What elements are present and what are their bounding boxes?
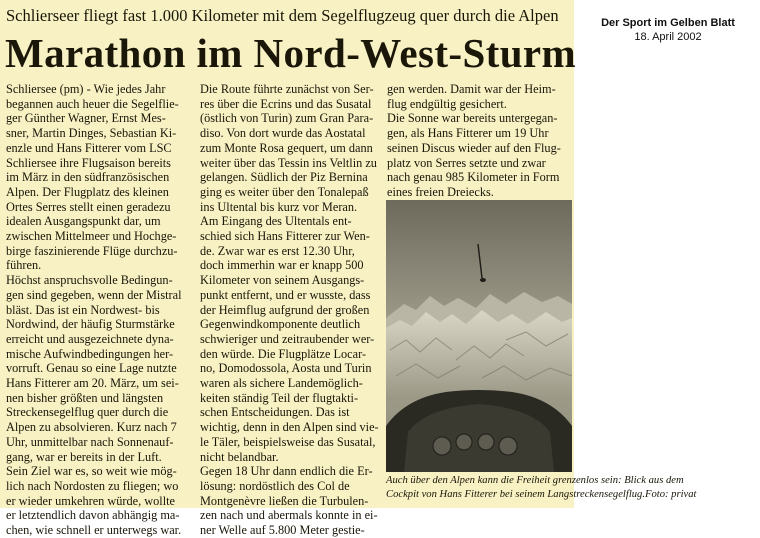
article-kicker: Schlierseer fliegt fast 1.000 Kilometer mit dem Segelflugzeug quer durch die Alpen xyxy=(6,6,559,25)
publication-date: 18. April 2002 xyxy=(634,31,702,43)
article-column-3: gen werden. Damit war der Heim- flug endgültig gesichert. Die Sonne war bereits untergegan- gen, als Hans Fitterer um 19 Uhr seinen Discus wieder auf den Flug- platz von Serres setzte und zwar nach genau 985 Kilometer in Form eines freien Dreiecks. xyxy=(387,82,561,199)
publication-name: Der Sport im Gelben Blatt xyxy=(601,17,735,29)
article-column-2: Die Route führte zunächst von Ser- res über die Ecrins und das Susatal (östlich von Turin) zum Gran Para- diso. Von dort wurde das Aostatal zum Monte Rosa gequert, um dann weiter über das Tessin ins Veltlin zu gelangen. Südlich der Piz Bernina ging es weiter über den Tonalepaß ins Ultental bis kurz vor Meran. Am Eingang des Ultentals ent- schied sich Hans Fitterer zur Wen- de. Zwar war es erst 12.30 Uhr, doch immerhin war er knapp 500 Kilometer von seinem Ausgangs- punkt entfernt, und er wusste, dass der Heimflug aufgrund der großen Gegenwindkomponente deutlich schwieriger und zeitraubender wer- den würde. Die Flugplätze Locar- no, Domodossola, Aosta und Turin waren als sichere Landemöglich- keiten ständig Teil der flugtakti- schen Entscheidungen. Das ist wichtig, denn in den Alpen sind vie- le Täler, beispielsweise das Susatal, nicht belandbar. Gegen 18 Uhr dann endlich die Er- lösung: nordöstlich des Col de Montgenèvre ließen die Turbulen- zen nach und abermals konnte in ei- ner Welle auf 5.800 Meter gestie- xyxy=(200,82,379,538)
source-label xyxy=(582,16,754,44)
photo-caption: Auch über den Alpen kann die Freiheit grenzenlos sein: Blick aus dem Cockpit von Hans Fitterer bei seinem Langstreckensegelflug.Foto: privat xyxy=(386,475,697,500)
article-headline: Marathon im Nord-West-Sturm xyxy=(5,30,577,76)
article-column-1: Schliersee (pm) - Wie jedes Jahr begannen auch heuer die Segelflie- ger Günther Wagner, Ernst Mes- sner, Martin Dinges, Sebastian Ki- enzle und Hans Fitterer vom LSC Schliersee ihre Flugsaison bereits im März in den südfranzösischen Alpen. Der Flugplatz des kleinen Ortes Serres stellt einen geradezu idealen Ausgangspunkt dar, um zwischen Mittelmeer und Hochge- birge faszinierende Flüge durchzu- führen. Höchst anspruchsvolle Bedingun- gen sind gegeben, wenn der Mistral bläst. Das ist ein Nordwest- bis Nordwind, der häufig Sturmstärke erreicht und ausgezeichnete dyna- mische Aufwindbedingungen her- vorruft. Genau so eine Lage nutzte Hans Fitterer am 20. März, um sei- nen bisher größten und längsten Streckensegelflug quer durch die Alpen zu absolvieren. Kurz nach 7 Uhr, unmittelbar nach Sonnenauf- gang, war er bereits in der Luft. Sein Ziel war es, so weit wie mög- lich nach Nordosten zu fliegen; wo er wieder umkehren würde, wollte er letztendlich davon abhängig ma- chen, wie schnell er unterwegs war. xyxy=(6,82,182,538)
cockpit-photo xyxy=(386,200,572,472)
